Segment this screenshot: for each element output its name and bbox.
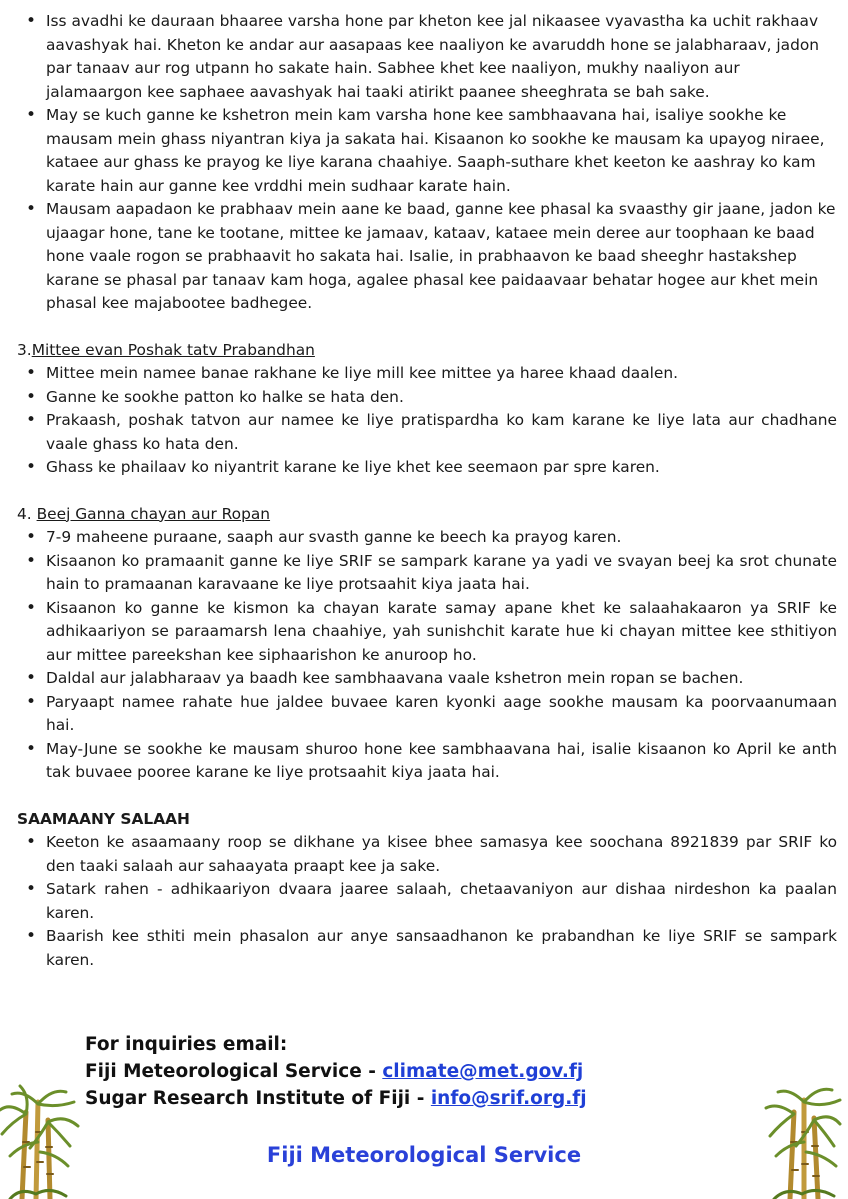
section-title: Beej Ganna chayan aur Ropan: [36, 504, 271, 523]
list-item: • Mausam aapadaon ke prabhaav mein aane ke baad, ganne kee phasal ka svaasthy gir jaane, jadon ke ujaagar hone, tane ke tootane, mittee ke jamaav, kataav, kataee mein deree aur toophaan ke baad hone vaale rogon se prabhaavit ho sakata hai. Isalie, in prabhaavon ke baad sheeghr hastakshep karane se phasal par tanaav kam hoga, agalee phasal kee paidaavaar behatar hogee aur khet mein phasal kee majabootee badhegee.: [17, 198, 837, 316]
list-item: • Paryaapt namee rahate hue jaldee buvaee karen kyonki aage sookhe mausam ka poorvaanumaan hai.: [17, 691, 837, 738]
advisory-content: [17, 10, 837, 972]
section-3-heading: [17, 339, 837, 363]
list-item: • Prakaash, poshak tatvon aur namee ke liye pratispardha ko kam karane ke liye lata aur chadhane vaale ghass ko hata den.: [17, 409, 837, 456]
list-item: • Satark rahen - adhikaariyon dvaara jaaree salaah, chetaavaniyon aur dishaa nirdeshon ka paalan karen.: [17, 878, 837, 925]
contact-block: [85, 1031, 587, 1112]
list-item: • Kisaanon ko pramaanit ganne ke liye SRIF se sampark karane ya yadi ve svayan beej ka srot chunate hain to pramaanan karavaane ke liye protsaahit kiya jaata hai.: [17, 550, 837, 597]
section-4-bullet-list: [17, 526, 837, 785]
list-item: • Daldal aur jalabharaav ya baadh kee sambhaavana vaale kshetron mein ropan se bachen.: [17, 667, 837, 691]
section-3-bullet-list: [17, 362, 837, 480]
section-number: 4.: [17, 504, 37, 523]
contact-line-fms: [85, 1058, 587, 1085]
list-item: • Baarish kee sthiti mein phasalon aur anye sansaadhanon ke prabandhan ke liye SRIF se sampark karen.: [17, 925, 837, 972]
list-item: • Kisaanon ko ganne ke kismon ka chayan karate samay apane khet ke salaahakaaron ya SRIF ke adhikaariyon se paraamarsh lena chaahiye, yah sunishchit karate hue ki chayan mittee kee sthitiyon aur mittee pareekshan kee siphaarishon ke anuroop ho.: [17, 597, 837, 668]
section-number: 3.: [17, 340, 32, 359]
list-item: • Keeton ke asaamaany roop se dikhane ya kisee bhee samasya kee soochana 8921839 par SRIF ko den taaki salaah aur sahaayata praapt kee ja sake.: [17, 831, 837, 878]
section-4-heading: [17, 503, 837, 527]
contact-label: Sugar Research Institute of Fiji -: [85, 1088, 431, 1109]
list-item: • May se kuch ganne ke kshetron mein kam varsha hone kee sambhaavana hai, isaliye sookhe ke mausam mein ghass niyantran kiya ja sakata hai. Kisaanon ko sookhe ke mausam ka upayog niraee, kataee aur ghass ke prayog ke liye karana chaahiye. Saaph-suthare khet keeton ke aashray ko kam karate hain aur ganne kee vrddhi mein sudhaar karate hain.: [17, 104, 837, 198]
footer-title: Fiji Meteorological Service: [266, 1143, 582, 1167]
intro-bullet-list: [17, 10, 837, 316]
section-title: Mittee evan Poshak tatv Prabandhan: [31, 340, 315, 359]
contact-label: Fiji Meteorological Service -: [85, 1061, 383, 1082]
list-item: • Ghass ke phailaav ko niyantrit karane ke liye khet kee seemaon par spre karen.: [17, 456, 837, 480]
list-item: • 7-9 maheene puraane, saaph aur svasth ganne ke beech ka prayog karen.: [17, 526, 837, 550]
general-advice-bullet-list: [17, 831, 837, 972]
contact-line-srif: [85, 1085, 587, 1112]
contact-heading: For inquiries email:: [85, 1034, 288, 1055]
general-advice-heading: SAAMAANY SALAAH: [17, 809, 190, 828]
list-item: • Iss avadhi ke dauraan bhaaree varsha hone par kheton kee jal nikaasee vyavastha ka uchit rakhaav aavashyak hai. Kheton ke andar aur aasapaas kee naaliyon ke avaruddh hone se jalabharaav, jadon par tanaav aur rog utpann ho sakate hain. Sabhee khet kee naaliyon, mukhy naaliyon aur jalamaargon kee saphaee aavashyak hai taaki atirikt paanee sheeghrata se bah sake.: [17, 10, 837, 104]
fms-email-link[interactable]: climate@met.gov.fj: [382, 1061, 584, 1082]
list-item: • Ganne ke sookhe patton ko halke se hata den.: [17, 386, 837, 410]
list-item: • May-June se sookhe ke mausam shuroo hone kee sambhaavana hai, isalie kisaanon ko April ke anth tak buvaee pooree karane ke liye protsaahit kiya jaata hai.: [17, 738, 837, 785]
list-item: • Mittee mein namee banae rakhane ke liye mill kee mittee ya haree khaad daalen.: [17, 362, 837, 386]
sugarcane-icon: [0, 1082, 80, 1199]
sugarcane-icon: [762, 1082, 842, 1199]
srif-email-link[interactable]: info@srif.org.fj: [430, 1088, 587, 1109]
